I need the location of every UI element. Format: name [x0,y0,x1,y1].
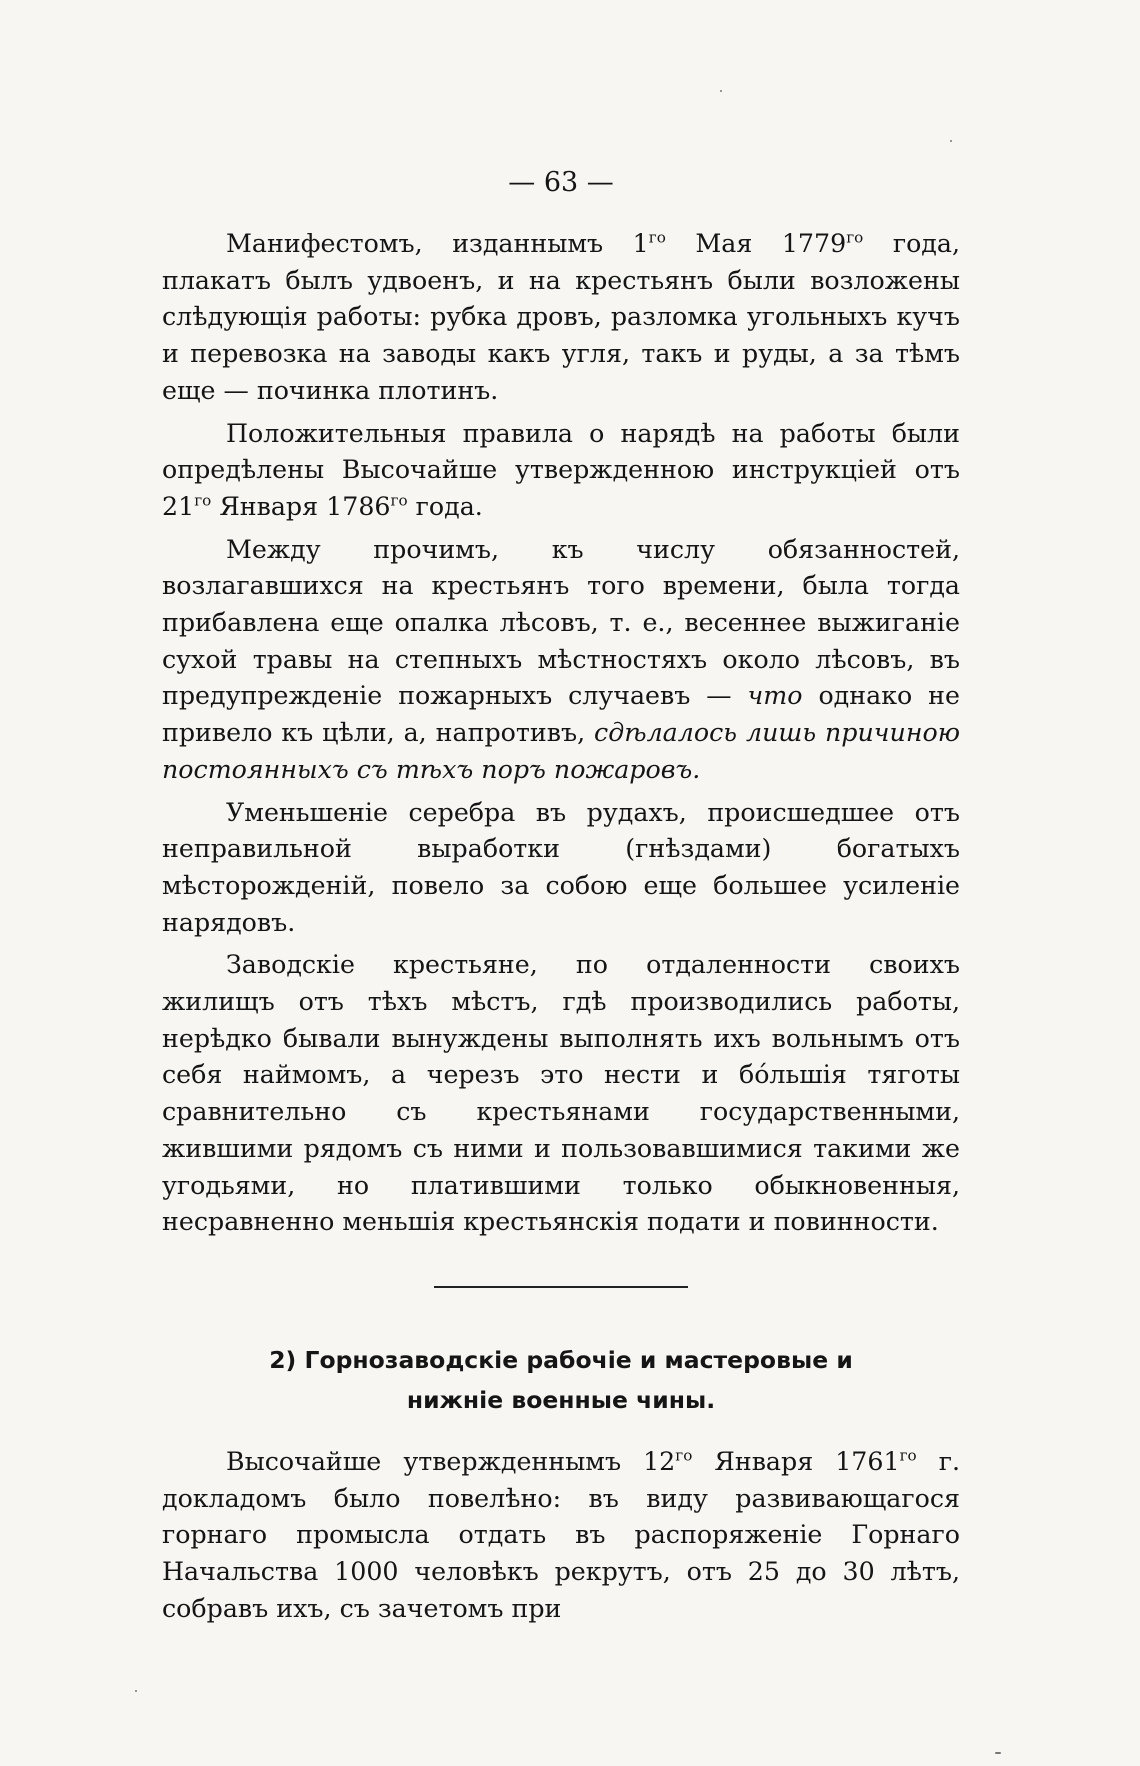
text-run: Высочайше утвержденнымъ 12 [226,1446,676,1476]
text-run: однако не привело къ цѣли, а, напротивъ, [162,681,960,748]
text-run: Положительныя правила о нарядѣ на работы были опредѣлены Высочайше утвержденною инструкціей отъ 21 [162,418,960,521]
text-run: года, плакатъ былъ удвоенъ, и на крестьянъ были возложены слѣдующія работы: рубка дровъ, разломка угольныхъ кучъ и перевозка на заводы какъ угля, такъ и руды, а за тѣмъ еще — починка плотинъ. [162,229,960,405]
ordinal-suffix: го [390,491,408,510]
paragraph-silver: Уменьшеніе серебра въ рудахъ, происшедшее отъ неправильной выработки (гнѣздами) богатыхъ мѣсторожденій, повело за собою еще большее усиленіе нарядовъ. [162,797,960,937]
paragraph-manifesto [162,226,960,410]
paragraph-recruits [162,1444,960,1628]
text-run: Января 1761 [692,1446,900,1476]
page-number: — 63 — [508,167,614,198]
book-page [162,158,960,1634]
text-run: года. [407,491,483,521]
text-run: Января 1786 [211,491,391,521]
ordinal-suffix: го [899,1446,917,1465]
ordinal-suffix: го [194,491,212,510]
ordinal-suffix: го [846,228,864,247]
scan-speck [720,90,722,92]
text-run: г. докладомъ было повелѣно: въ виду развивающагося горнаго промысла отдать въ распоряженіе Горнаго Начальства 1000 человѣкъ рекрутъ, отъ 25 до 30 лѣтъ, собравъ ихъ, съ зачетомъ при [162,1446,961,1623]
section-divider [434,1286,688,1288]
paragraph-rules [162,416,960,526]
scan-speck [135,1690,137,1692]
paragraph-duties [162,532,960,789]
ordinal-suffix: го [648,228,666,247]
scan-speck [995,1752,1001,1754]
text-run: Между прочимъ, къ числу обязанностей, возлагавшихся на крестьянъ того времени, была тогда прибавлена еще опалка лѣсовъ, т. е., весеннее выжиганіе сухой травы на степныхъ мѣстностяхъ около лѣсовъ, въ предупрежденіе пожарныхъ случаевъ — [162,534,960,711]
text-run: Манифестомъ, изданнымъ 1 [226,229,649,258]
scan-speck [950,140,952,142]
ordinal-suffix: го [675,1446,693,1465]
italic-text: сдѣлалось лишь причиною постоянныхъ съ тѣхъ поръ пожаровъ. [162,718,960,784]
italic-text: что [747,681,803,711]
section-heading: 2) Горнозаводскіе рабочіе и мастеровые и нижніе военные чины. [269,1345,853,1414]
text-run: Мая 1779 [665,229,847,258]
paragraph-peasants: Заводскіе крестьяне, по отдаленности своихъ жилищъ отъ тѣхъ мѣстъ, гдѣ производились работы, нерѣдко бывали вынуждены выполнять ихъ вольнымъ отъ себя наймомъ, а черезъ это нести и бóльшія тяготы сравнительно съ крестьянами государственными, жившими рядомъ съ ними и пользовавшимися такими же угодьями, но платившими только обыкновенныя, несравненно меньшія крестьянскія подати и повинности. [162,950,960,1237]
